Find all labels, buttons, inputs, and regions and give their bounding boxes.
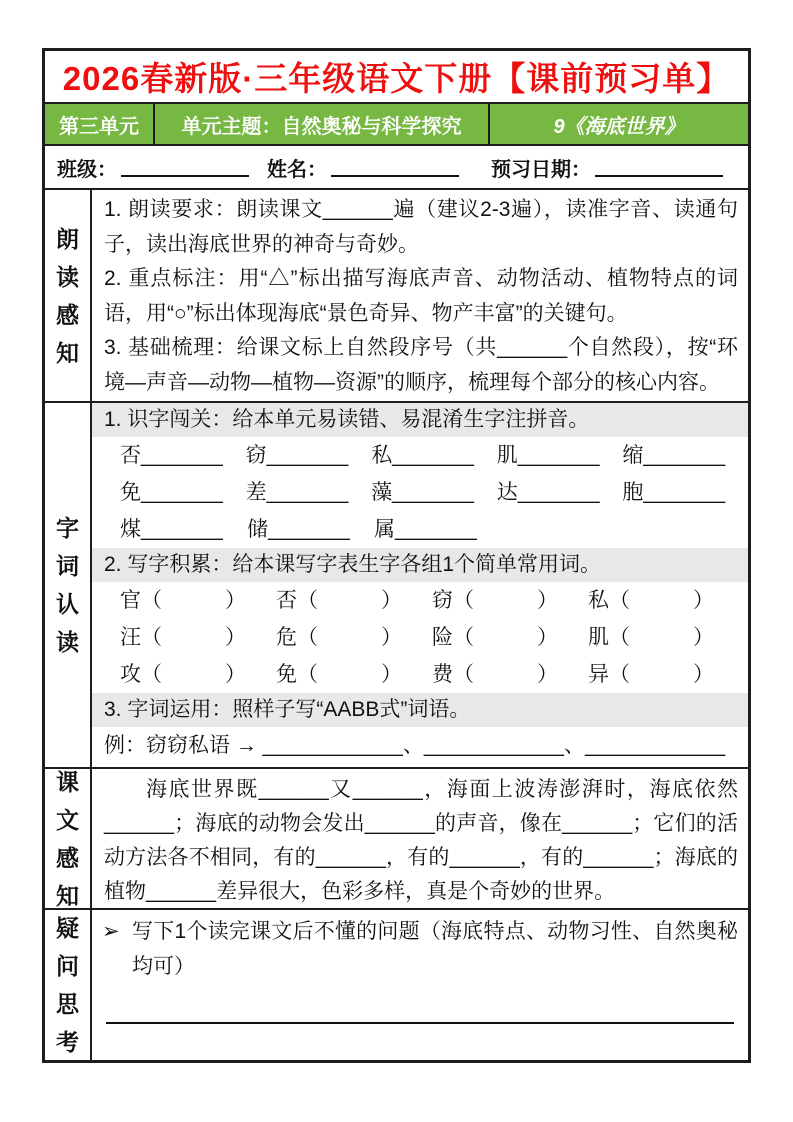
class-label: 班级：	[57, 158, 117, 181]
question-prompt-row	[102, 914, 738, 984]
lesson-title: 9《海底世界》	[553, 115, 685, 138]
word-cell: 私（ ）	[588, 589, 714, 612]
word-cell: 汪（ ）	[120, 626, 246, 649]
pinyin-cell: 缩_______	[622, 444, 726, 467]
pinyin-cell: 属_______	[374, 518, 477, 541]
name-blank-line	[331, 157, 459, 177]
section-reading-label-col	[45, 190, 92, 401]
pinyin-row	[92, 511, 748, 548]
name-label: 姓名：	[267, 158, 327, 181]
arrow-bullet-icon: ➢	[102, 920, 120, 943]
section-comprehension-content	[92, 769, 748, 908]
task2-heading: 2. 写字积累：给本课写字表生字各组1个简单常用词。	[92, 548, 748, 582]
page-title: 2026春新版·三年级语文下册【课前预习单】	[62, 60, 731, 97]
section-words-content	[92, 403, 748, 767]
section-questions-content	[92, 910, 748, 1060]
worksheet	[42, 48, 751, 1063]
question-prompt: 写下1个读完课文后不懂的问题（海底特点、动物习性、自然奥秘均可）	[132, 920, 738, 978]
word-cell: 窃（ ）	[432, 589, 558, 612]
section-questions-label: 疑问思考	[55, 915, 79, 1055]
unit-theme: 单元主题：自然奥秘与科学探究	[155, 104, 490, 144]
section-words-label: 字词认读	[55, 515, 79, 655]
pinyin-cell: 差_______	[245, 481, 349, 504]
word-row	[92, 582, 748, 619]
pinyin-cell: 储_______	[247, 518, 350, 541]
pinyin-cell: 达_______	[496, 481, 600, 504]
date-blank-line	[595, 157, 723, 177]
reading-item: 3. 基础梳理：给课文标上自然段序号（共______个自然段），按“环境—声音—动物—植物—资源”的顺序，梳理每个部分的核心内容。	[104, 336, 738, 394]
section-questions	[45, 910, 748, 1060]
word-cell: 否（ ）	[276, 589, 402, 612]
word-cell: 危（ ）	[276, 626, 402, 649]
pinyin-cell: 窃_______	[245, 444, 349, 467]
pinyin-row	[92, 437, 748, 474]
pinyin-cell: 私_______	[371, 444, 474, 467]
pinyin-cell: 胞_______	[622, 481, 726, 504]
reading-item: 1. 朗读要求：朗读课文______遍（建议2-3遍），读准字音、读通句子，读出海底世界的神奇与奇妙。	[104, 198, 738, 256]
section-questions-label-col	[45, 910, 92, 1060]
date-label: 预习日期：	[491, 158, 591, 181]
section-words-label-col	[45, 403, 92, 767]
info-row	[45, 146, 748, 190]
class-blank-line	[121, 157, 249, 177]
unit-bar	[45, 104, 748, 146]
section-comprehension-label: 课文感知	[55, 769, 79, 909]
pinyin-row	[92, 474, 748, 511]
section-words	[45, 403, 748, 769]
reading-item: 2. 重点标注：用“△”标出描写海底声音、动物活动、植物特点的词语，用“○”标出体现海底“景色奇异、物产丰富”的关键句。	[104, 267, 738, 325]
word-row	[92, 656, 748, 693]
word-cell: 险（ ）	[432, 626, 558, 649]
section-reading-label: 朗读感知	[55, 225, 79, 366]
word-cell: 异（ ）	[588, 663, 714, 686]
section-reading	[45, 190, 748, 403]
word-cell: 费（ ）	[432, 663, 558, 686]
pinyin-cell: 肌_______	[496, 444, 600, 467]
word-cell: 免（ ）	[276, 663, 402, 686]
title-row	[45, 51, 748, 104]
task3-heading: 3. 字词运用：照样子写“AABB式”词语。	[92, 693, 748, 727]
pinyin-cell: 藻_______	[371, 481, 474, 504]
section-comprehension	[45, 769, 748, 910]
section-reading-content	[92, 190, 748, 401]
unit-number: 第三单元	[45, 104, 155, 144]
pinyin-cell: 免_______	[120, 481, 223, 504]
word-cell: 官（ ）	[120, 589, 246, 612]
word-cell: 攻（ ）	[120, 663, 246, 686]
word-row	[92, 619, 748, 656]
word-cell: 肌（ ）	[588, 626, 714, 649]
pinyin-cell: 煤_______	[120, 518, 223, 541]
task1-heading: 1. 识字闯关：给本单元易读错、易混淆生字注拼音。	[92, 403, 748, 437]
pinyin-cell: 否_______	[120, 444, 223, 467]
summary-paragraph: 海底世界既______又______，海面上波涛澎湃时，海底依然______；海底的动物会发出______的声音，像在______；它们的活动方法各不相同，有的______，有的______，有的______；海底的植物______差异很大，色彩多样，真是个奇妙的世界。	[104, 778, 738, 903]
section-comprehension-label-col	[45, 769, 92, 908]
aabb-example: 例：窃窃私语 → ____________、____________、____________	[104, 734, 726, 757]
writing-line	[106, 1024, 734, 1060]
writing-line	[106, 984, 734, 1024]
